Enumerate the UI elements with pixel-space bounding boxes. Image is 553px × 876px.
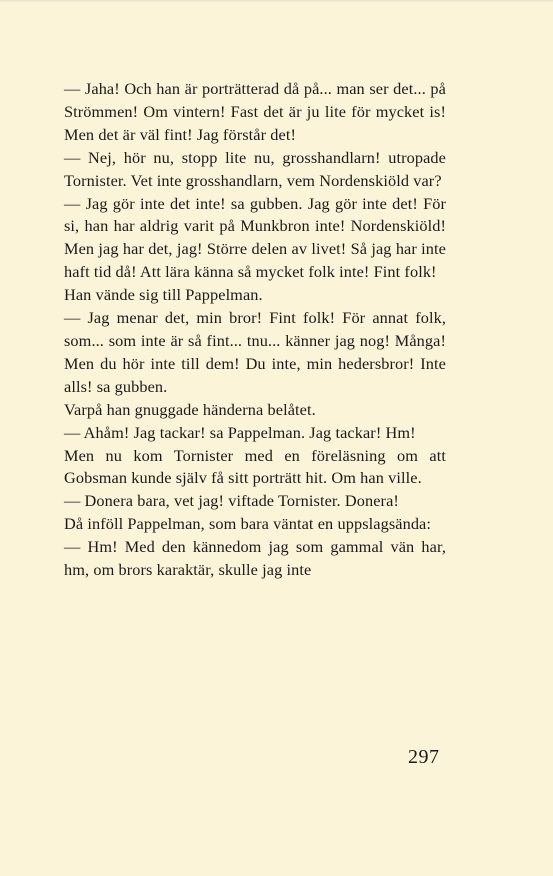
paragraph: Men nu kom Tornister med en föreläsning om att Gobsman kunde själv få sitt porträtt hit. Om han ville.	[64, 445, 446, 488]
paragraph: — Ahåm! Jag tackar! sa Pappelman. Jag tackar! Hm!	[64, 422, 416, 442]
page-number: 297	[408, 746, 440, 768]
paragraph: — Jag menar det, min bror! Fint folk! För annat folk, som... som inte är så fint... tnu... känner jag nog! Många! Men du hör inte till dem! Du inte, min hedersbror! Inte alls! sa gubben.	[64, 308, 446, 396]
paragraph: — Jag gör inte det inte! sa gubben. Jag gör inte det! För si, han har aldrig varit på Munkbron inte! Nordenskiöld! Men jag har det, jag! Större delen av livet! Så jag har inte haft tid då! Att lära känna så mycket folk inte! Fint folk!	[64, 193, 446, 282]
paragraph: Varpå han gnuggade händerna belåtet.	[64, 399, 316, 419]
paragraph: Då inföll Pappelman, som bara väntat en uppslagsända:	[64, 514, 432, 534]
paragraph: — Nej, hör nu, stopp lite nu, grosshandlarn! utropade Tornister. Vet inte grosshandlarn, vem Nordenskiöld var?	[64, 147, 446, 190]
page-top-edge	[0, 0, 553, 3]
paragraph: — Jaha! Och han är porträtterad då på... man ser det... på Strömmen! Om vintern! Fast det är ju lite för mycket is! Men det är väl fint! Jag förstår det!	[64, 79, 446, 144]
book-page-text	[64, 78, 446, 582]
paragraph: — Donera bara, vet jag! viftade Tornister. Donera!	[64, 491, 399, 511]
paragraph: — Hm! Med den kännedom jag som gammal vän har, hm, om brors karaktär, skulle jag inte	[64, 537, 446, 580]
paragraph: Han vände sig till Pappelman.	[64, 285, 263, 305]
